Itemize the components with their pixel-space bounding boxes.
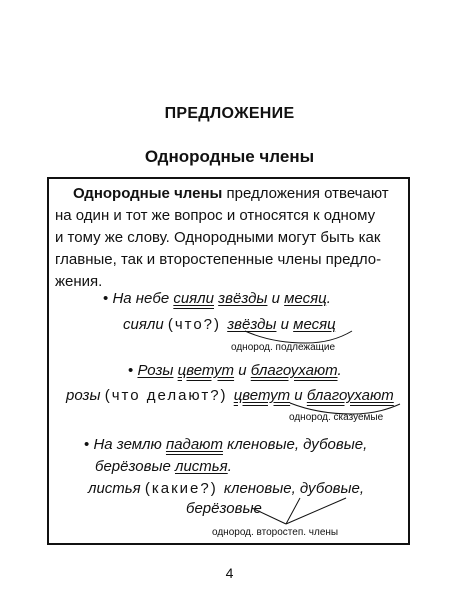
predicate-word: падают (165, 436, 223, 453)
example-analysis: розы (что делают?) цветут и благоухают (66, 387, 394, 404)
bullet-icon: • (128, 362, 134, 379)
section-subtitle: Однородные члены (144, 147, 315, 166)
subject-word: Розы (137, 362, 174, 379)
page-number: 4 (225, 565, 234, 581)
subject-word: листья (175, 458, 228, 475)
example-note: однород. второстеп. члены (212, 527, 339, 538)
predicate-word: благоухают (250, 362, 338, 379)
bullet-icon: • (84, 436, 90, 453)
bullet-icon: • (103, 290, 109, 307)
rule-text (55, 183, 403, 293)
example-note: однород. подлежащие (231, 342, 336, 353)
example-analysis: сияли (что?) звёзды и месяц (123, 316, 336, 333)
subject-word: месяц (284, 290, 327, 307)
predicate-word: цветут (177, 362, 235, 379)
example-analysis: берёзовые (186, 500, 262, 517)
page-title: ПРЕДЛОЖЕНИЕ (164, 105, 295, 122)
rule-line: на один и тот же вопрос и относятся к одному (55, 207, 376, 224)
question: (что делают?) (104, 387, 234, 404)
rule-line: главные, так и второстепенные члены предло- (55, 251, 382, 268)
predicate-word: сияли (173, 290, 214, 307)
example-sentence: • Розы цветут и благоухают. (128, 362, 342, 379)
rule-line: жения. (55, 273, 103, 290)
question: (что?) (167, 316, 228, 333)
example-sentence: • На небе сияли звёзды и месяц. (103, 290, 331, 307)
example-note: однород. сказуемые (289, 412, 384, 423)
example-analysis: листья (какие?) кленовые, дубовые, (88, 480, 365, 497)
rule-lead-term: Однородные члены (73, 185, 223, 202)
question: (какие?) (144, 480, 224, 497)
example-sentence: • На землю падают кленовые, дубовые, (84, 436, 368, 453)
subject-word: звёзды (218, 290, 268, 307)
rule-line: предложения отвечают (222, 185, 389, 202)
rule-line: и тому же слову. Однородными могут быть как (55, 229, 381, 246)
example-sentence: берёзовые листья. (95, 458, 232, 475)
